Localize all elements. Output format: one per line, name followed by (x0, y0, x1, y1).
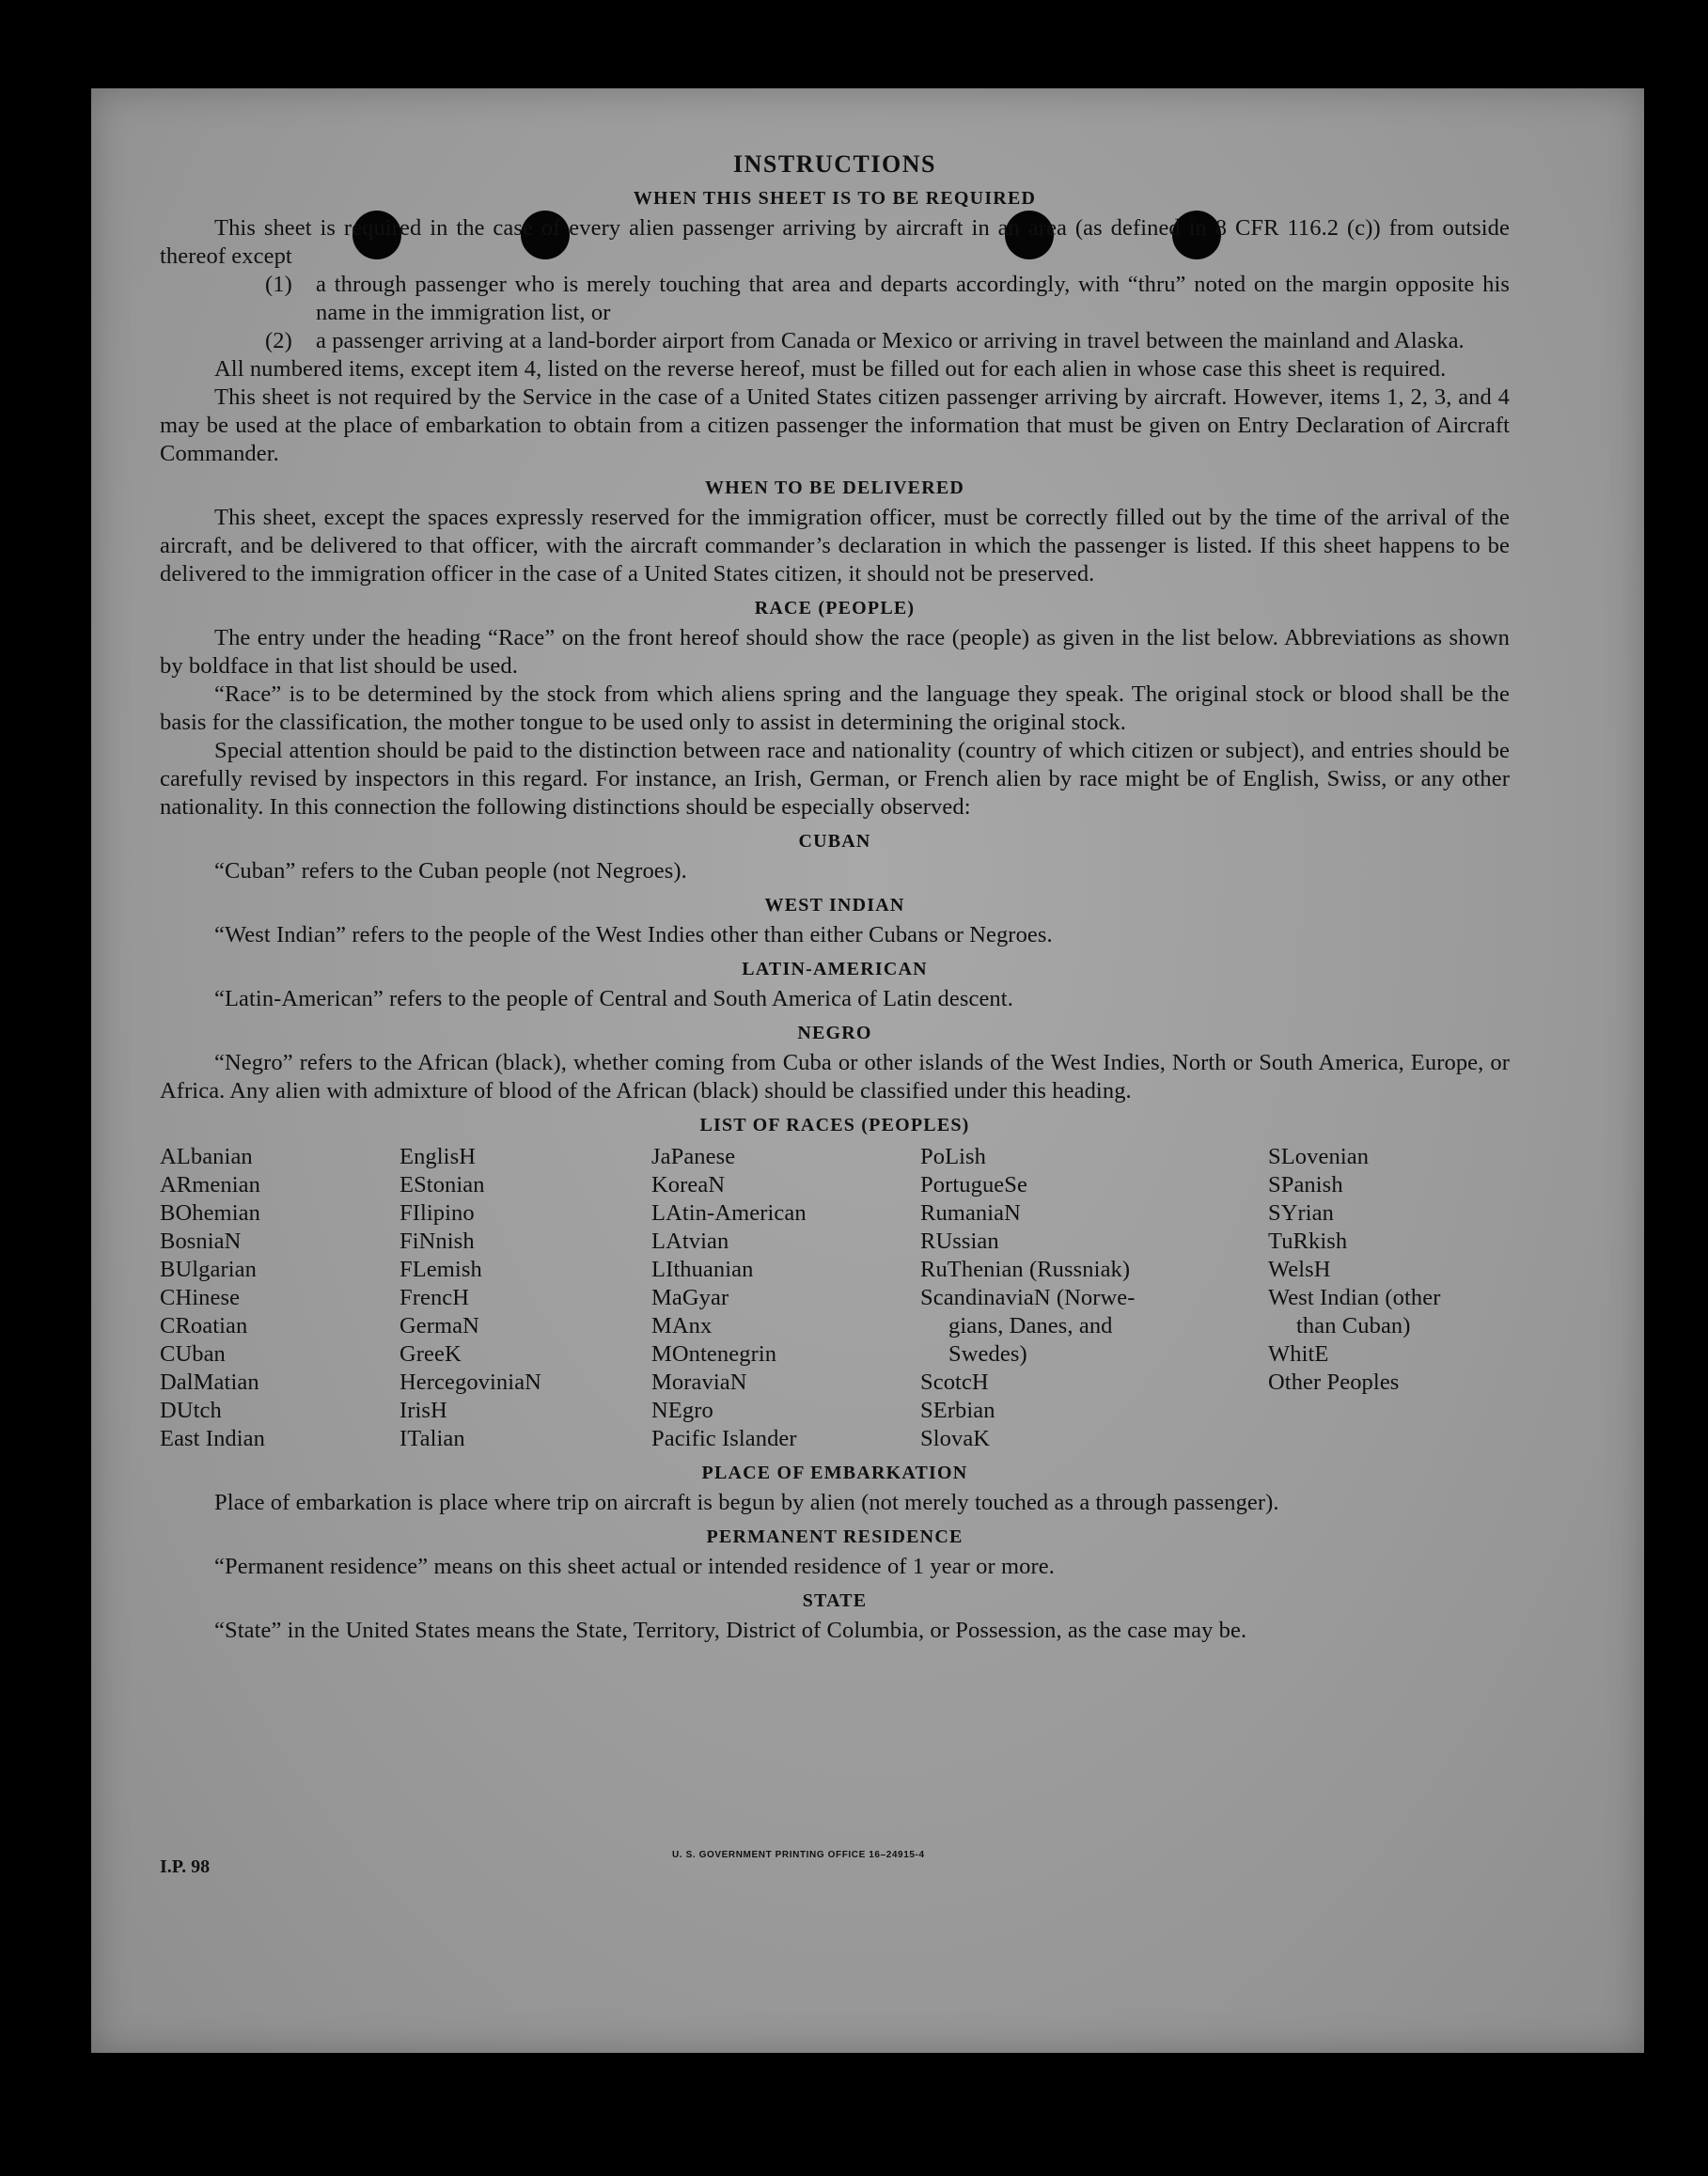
section-heading-race: RACE (PEOPLE) (754, 598, 916, 618)
races-column-1 (160, 1143, 400, 1453)
race-item: ALbanian (160, 1144, 253, 1169)
race-item: NEgro (651, 1398, 713, 1423)
race-item-continuation-text: gians, Danes, and (948, 1313, 1113, 1338)
race-item: PoLish (920, 1144, 987, 1169)
races-list (160, 1143, 1510, 1453)
race-item: CUban (160, 1341, 226, 1367)
race-item: KoreaN (651, 1172, 726, 1198)
paragraph: Special attention should be paid to the distinction between race and nationality (country of which citizen or subject), and entries should be carefully revised by inspectors in this regard. For instance, an Irish, German, or French alien by race might be of English, Swiss, or any other nationality. In this connection the following distinctions should be especially observed: (160, 738, 1510, 820)
paragraph: This sheet, except the spaces expressly reserved for the immigration officer, must be correctly filled out by the time of the arrival of the aircraft, and be delivered to that officer, with the aircraft commander’s declaration in which the passenger is listed. If this sheet happens to be delivered to the immigration officer in the case of a United States citizen, it should not be preserved. (160, 505, 1510, 587)
list-item (265, 327, 1510, 355)
race-item: DalMatian (160, 1370, 259, 1395)
section-heading-delivered: WHEN TO BE DELIVERED (704, 477, 965, 498)
race-item: WelsH (1268, 1257, 1331, 1282)
race-item: GreeK (400, 1341, 462, 1367)
race-item: West Indian (other (1268, 1285, 1441, 1310)
race-item: RumaniaN (920, 1200, 1021, 1226)
paragraph: “Permanent residence” means on this sheet actual or intended residence of 1 year or more. (214, 1554, 1055, 1579)
race-item: SLovenian (1268, 1144, 1370, 1169)
race-item: SErbian (920, 1398, 995, 1423)
paragraph: The entry under the heading “Race” on the front hereof should show the race (people) as given in the list below. Abbreviations as shown by boldface in that list should be used. (160, 625, 1510, 679)
race-item: Other Peoples (1268, 1370, 1400, 1395)
race-item: MaGyar (651, 1285, 729, 1310)
race-item: TuRkish (1268, 1229, 1348, 1254)
race-item: BOhemian (160, 1200, 260, 1226)
paragraph: All numbered items, except item 4, listed on the reverse hereof, must be filled out for each alien in whose case this sheet is required. (214, 356, 1447, 382)
section-heading-negro: NEGRO (797, 1023, 872, 1043)
race-item: FIlipino (400, 1200, 475, 1226)
race-item: CHinese (160, 1285, 241, 1310)
paragraph: This sheet is required in the case of every alien passenger arriving by aircraft in an area (as defined in 8 CFR 116.2 (c)) from outside thereof except (160, 215, 1510, 269)
race-item: SYrian (1268, 1200, 1335, 1226)
race-item: ITalian (400, 1426, 465, 1451)
race-item: MOntenegrin (651, 1341, 777, 1367)
races-column-4 (920, 1143, 1268, 1453)
race-item-continuation (920, 1340, 1268, 1369)
printer-imprint: U. S. GOVERNMENT PRINTING OFFICE 16–24915-4 (672, 1850, 925, 1860)
form-number: I.P. 98 (160, 1856, 211, 1877)
section-heading-embarkation: PLACE OF EMBARKATION (701, 1463, 968, 1483)
race-item: JaPanese (651, 1144, 736, 1169)
race-item-continuation (920, 1312, 1268, 1340)
paragraph: Place of embarkation is place where trip on aircraft is begun by alien (not merely touched as a through passenger). (214, 1490, 1279, 1515)
item-number: (2) (265, 328, 292, 353)
paragraph: This sheet is not required by the Service in the case of a United States citizen passenger arriving by aircraft. However, items 1, 2, 3, and 4 may be used at the place of embarkation to obtain from a citizen passenger the information that must be given on Entry Declaration of Aircraft Commander. (160, 384, 1510, 466)
race-item: LAtin-American (651, 1200, 807, 1226)
race-item: East Indian (160, 1426, 265, 1451)
paragraph: “Negro” refers to the African (black), whether coming from Cuba or other islands of the West Indies, North or South America, Europe, or Africa. Any alien with admixture of blood of the African (black) should be classified under this heading. (160, 1050, 1510, 1104)
paragraph: “Race” is to be determined by the stock from which aliens spring and the language they speak. The original stock or blood shall be the basis for the classification, the mother tongue to be used only to assist in determining the original stock. (160, 681, 1510, 735)
item-text: a through passenger who is merely touching that area and departs accordingly, with “thru” noted on the margin opposite his name in the immigration list, or (316, 272, 1510, 325)
item-number: (1) (265, 272, 292, 297)
race-item: BosniaN (160, 1229, 242, 1254)
document-content (160, 150, 1510, 1645)
race-item: ARmenian (160, 1172, 260, 1198)
section-heading-required: WHEN THIS SHEET IS TO BE REQUIRED (633, 188, 1037, 209)
section-heading-cuban: CUBAN (798, 831, 871, 852)
section-heading-west-indian: WEST INDIAN (764, 895, 905, 916)
section-heading-residence: PERMANENT RESIDENCE (706, 1526, 964, 1547)
races-column-3 (651, 1143, 920, 1453)
page-title: INSTRUCTIONS (733, 150, 936, 178)
race-item: IrisH (400, 1398, 447, 1423)
section-heading-races: LIST OF RACES (PEOPLES) (699, 1115, 970, 1135)
race-item-continuation-text: than Cuban) (1296, 1313, 1411, 1338)
section-heading-latin-american: LATIN-AMERICAN (742, 959, 928, 979)
race-item: CRoatian (160, 1313, 248, 1338)
section-heading-state: STATE (802, 1590, 868, 1611)
paragraph: “Cuban” refers to the Cuban people (not Negroes). (214, 858, 687, 884)
race-item: DUtch (160, 1398, 222, 1423)
race-item: BUlgarian (160, 1257, 257, 1282)
race-item: MAnx (651, 1313, 713, 1338)
race-item: GermaN (400, 1313, 479, 1338)
race-item: RuThenian (Russniak) (920, 1257, 1131, 1282)
race-item-continuation-text: Swedes) (948, 1341, 1027, 1367)
races-column-2 (400, 1143, 651, 1453)
item-text: a passenger arriving at a land-border airport from Canada or Mexico or arriving in travel between the mainland and Alaska. (316, 328, 1465, 353)
race-item: FLemish (400, 1257, 482, 1282)
race-item: HercegoviniaN (400, 1370, 541, 1395)
race-item: PortugueSe (920, 1172, 1027, 1198)
races-column-5 (1268, 1143, 1510, 1453)
race-item-continuation (1268, 1312, 1510, 1340)
race-item: EStonian (400, 1172, 485, 1198)
paragraph: “West Indian” refers to the people of the West Indies other than either Cubans or Negroes. (214, 922, 1053, 947)
race-item: FrencH (400, 1285, 470, 1310)
race-item: RUssian (920, 1229, 999, 1254)
race-item: SlovaK (920, 1426, 991, 1451)
race-item: Pacific Islander (651, 1426, 797, 1451)
race-item: WhitE (1268, 1341, 1329, 1367)
list-item (265, 271, 1510, 327)
race-item: LAtvian (651, 1229, 729, 1254)
race-item: EnglisH (400, 1144, 477, 1169)
race-item: ScandinaviaN (Norwe- (920, 1285, 1136, 1310)
race-item: FiNnish (400, 1229, 475, 1254)
race-item: MoraviaN (651, 1370, 747, 1395)
race-item: ScotcH (920, 1370, 989, 1395)
race-item: SPanish (1268, 1172, 1343, 1198)
paragraph: “Latin-American” refers to the people of Central and South America of Latin descent. (214, 986, 1013, 1011)
paragraph: “State” in the United States means the State, Territory, District of Columbia, or Possession, as the case may be. (214, 1618, 1247, 1643)
race-item: LIthuanian (651, 1257, 754, 1282)
